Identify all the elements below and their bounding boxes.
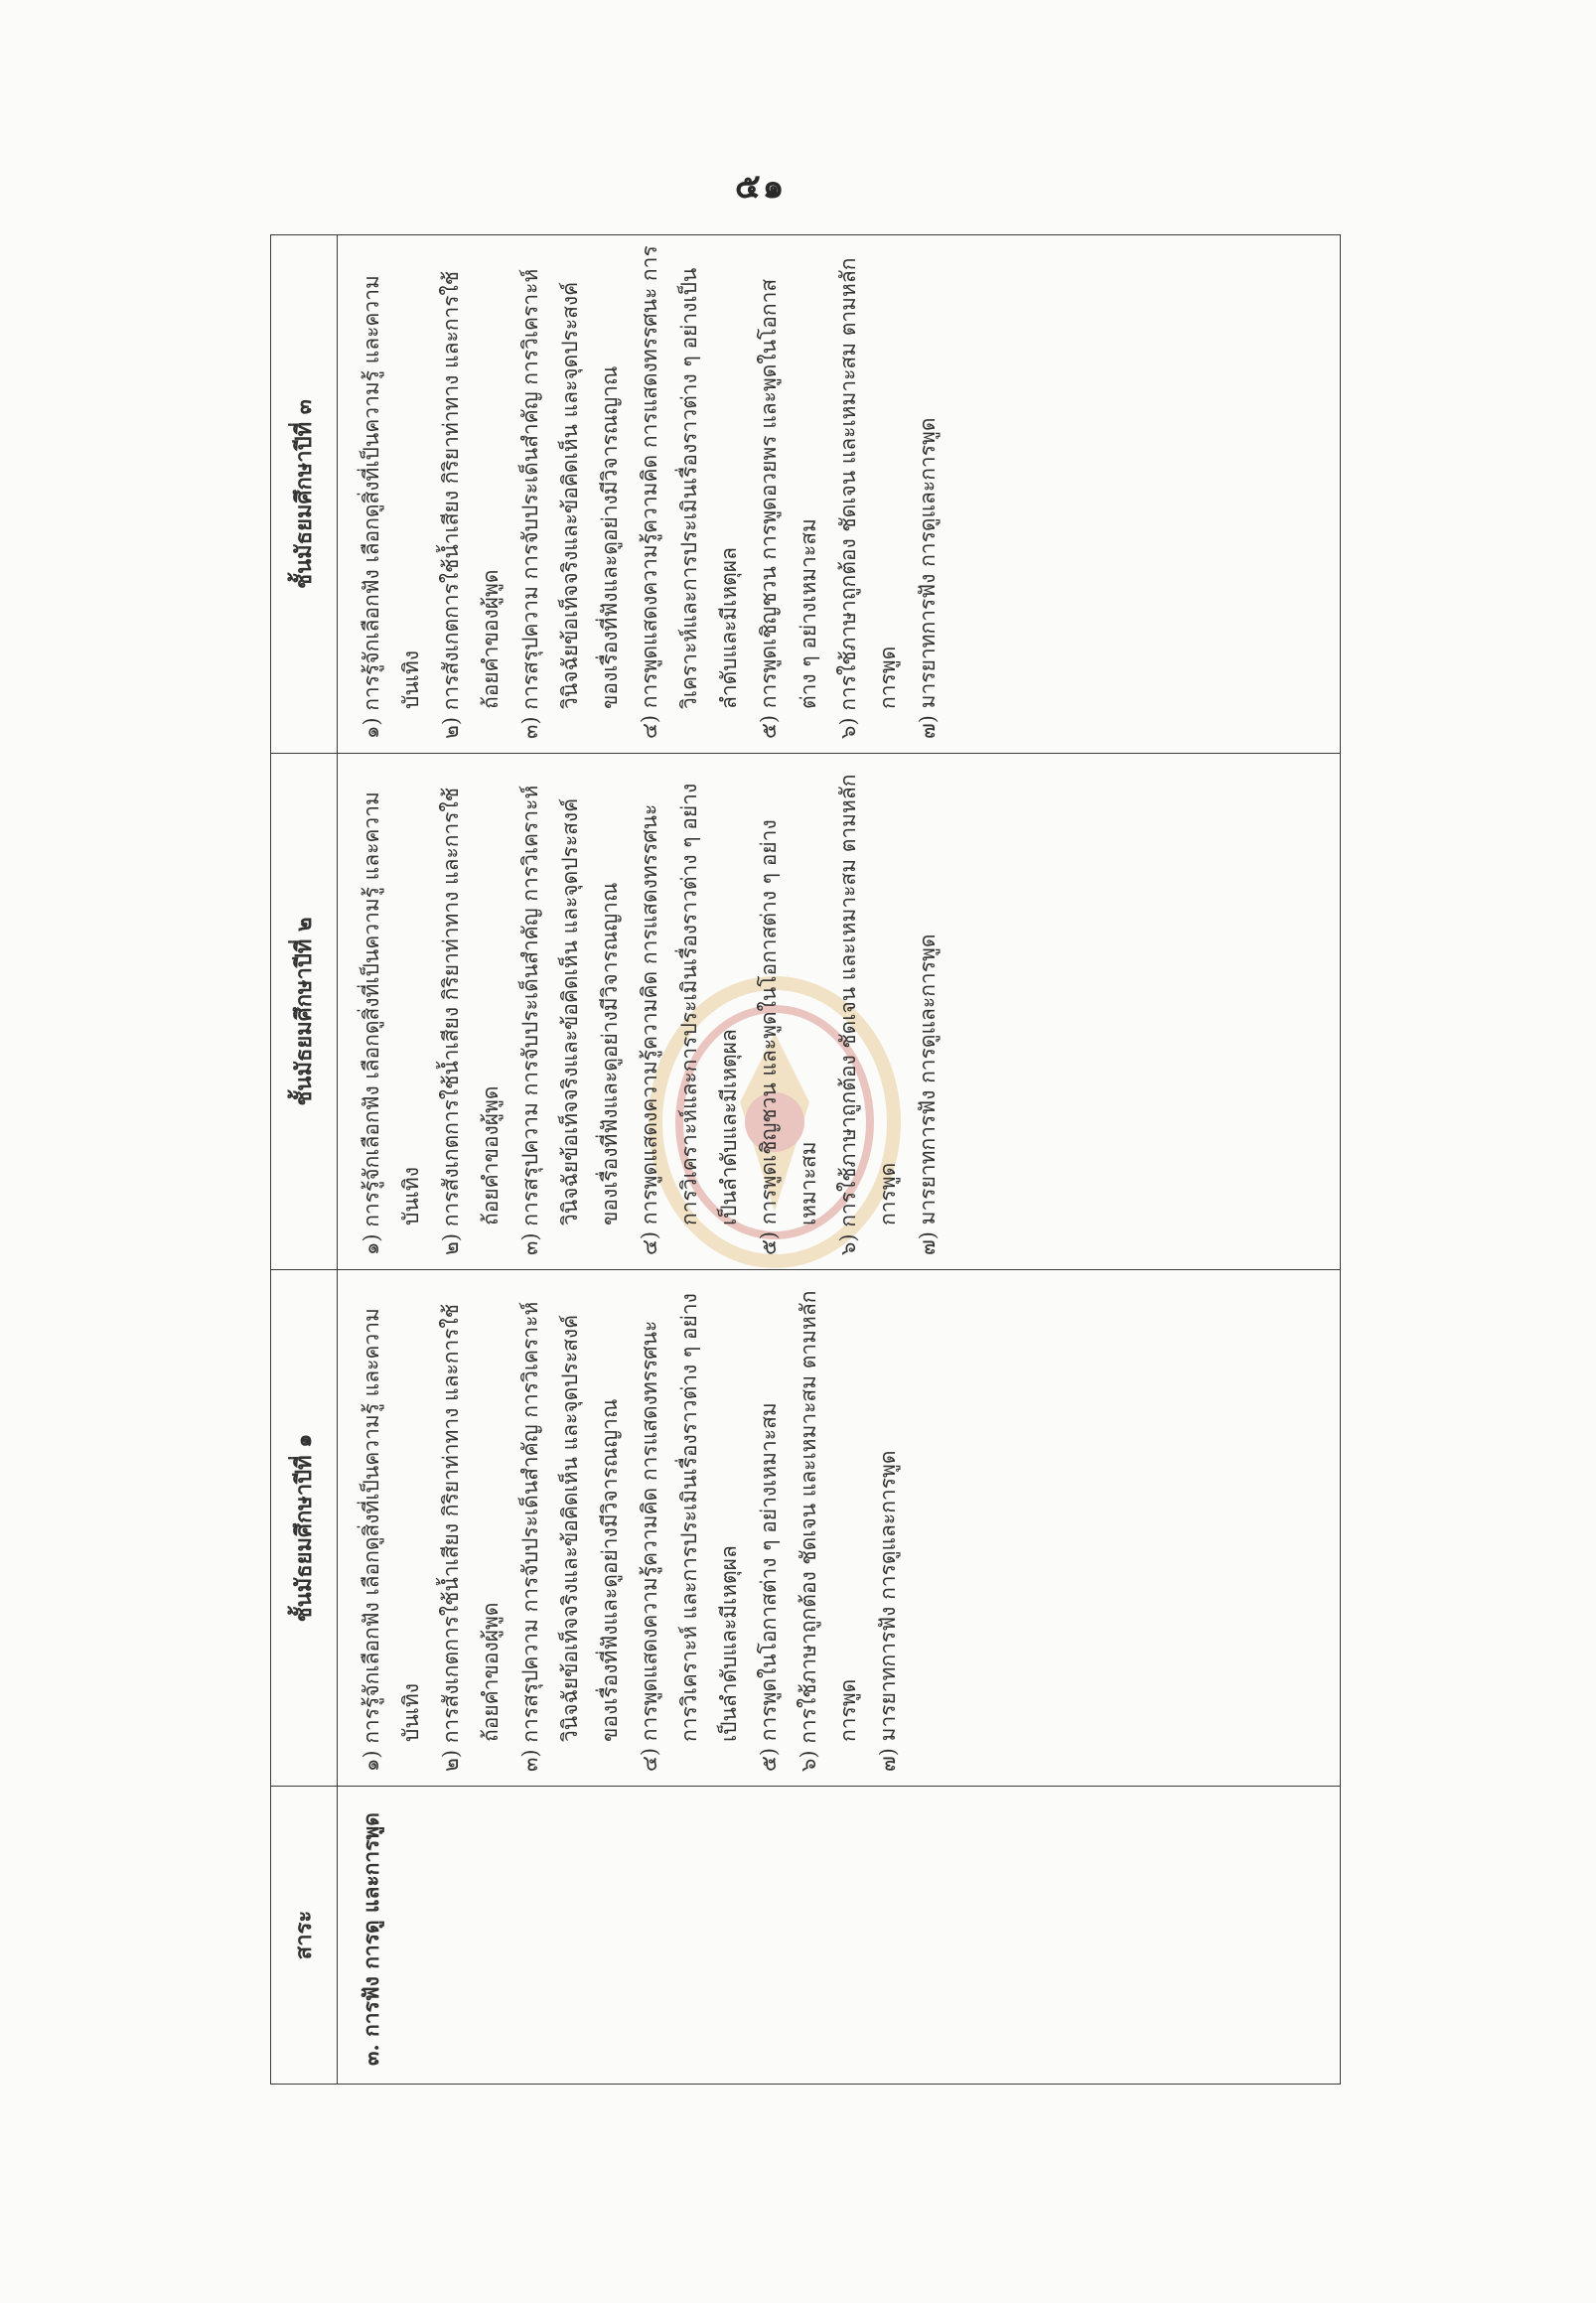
curriculum-table-container [270, 235, 1341, 2085]
list-item: ๗) มารยาทการฟัง การดูและการพูด [916, 417, 940, 739]
list-item: ๑) การรู้จักเลือกฟัง เลือกดูสิ่งที่เป็นความรู้ และความบันเทิง [360, 792, 423, 1255]
strand-cell: ๓. การฟัง การดู และการพูด [338, 1787, 1341, 2085]
list-item: ๕) การพูดในโอกาสต่าง ๆ อย่างเหมาะสม [757, 1402, 781, 1772]
table-row [338, 235, 1341, 2085]
list-item: ๖) การใช้ภาษาถูกต้อง ชัดเจน และเหมาะสม ตามหลักการพูด [836, 774, 900, 1255]
list-item: ๔) การพูดแสดงความรู้ความคิด การแสดงทรรศนะ การวิเคราะห์ และการประเมินเรื่องราวต่าง ๆ อย่างเป็นลำดับและมีเหตุผล [638, 1293, 741, 1772]
grade-1-cell [338, 1270, 1341, 1787]
page-number: ๕๑ [735, 167, 787, 207]
header-grade-2: ชั้นมัธยมศึกษาปีที่ ๒ [271, 754, 338, 1270]
list-item: ๔) การพูดแสดงความรู้ความคิด การแสดงทรรศนะ การวิเคราะห์และการประเมินเรื่องราวต่าง ๆ อย่างเป็นลำดับและมีเหตุผล [638, 783, 741, 1255]
list-item: ๓) การสรุปความ การจับประเด็นสำคัญ การวิเคราะห์ วินิจฉัยข้อเท็จจริงและข้อคิดเห็น และจุดประสงค์ของเรื่องที่ฟังและดูอย่างมีวิจารณญาณ [518, 268, 622, 739]
list-item: ๗) มารยาทการฟัง การดูและการพูด [876, 1450, 900, 1772]
list-item: ๕) การพูดเชิญชวน และพูดในโอกาสต่าง ๆ อย่างเหมาะสม [757, 819, 820, 1255]
list-item: ๒) การสังเกตการใช้น้ำเสียง กิริยาท่าทาง และการใช้ถ้อยคำของผู้พูด [439, 270, 503, 739]
list-item: ๑) การรู้จักเลือกฟัง เลือกดูสิ่งที่เป็นความรู้ และความบันเทิง [360, 275, 423, 739]
list-item: ๖) การใช้ภาษาถูกต้อง ชัดเจน และเหมาะสม ตามหลักการพูด [836, 257, 900, 739]
list-item: ๗) มารยาทการฟัง การดูและการพูด [916, 934, 940, 1255]
header-strand: สาระ [271, 1787, 338, 2085]
list-item: ๓) การสรุปความ การจับประเด็นสำคัญ การวิเคราะห์ วินิจฉัยข้อเท็จจริงและข้อคิดเห็น และจุดประสงค์ของเรื่องที่ฟังและดูอย่างมีวิจารณญาณ [518, 785, 622, 1255]
list-item: ๒) การสังเกตการใช้น้ำเสียง กิริยาท่าทาง และการใช้ถ้อยคำของผู้พูด [439, 1303, 503, 1772]
table-header-row [271, 235, 338, 2085]
list-item: ๒) การสังเกตการใช้น้ำเสียง กิริยาท่าทาง และการใช้ถ้อยคำของผู้พูด [439, 787, 503, 1255]
grade-3-cell [338, 235, 1341, 754]
list-item: ๔) การพูดแสดงความรู้ความคิด การแสดงทรรศนะ การวิเคราะห์และการประเมินเรื่องราวต่าง ๆ อย่างเป็นลำดับและมีเหตุผล [638, 245, 741, 739]
header-grade-3: ชั้นมัธยมศึกษาปีที่ ๓ [271, 235, 338, 754]
list-item: ๕) การพูดเชิญชวน การพูดอวยพร และพูดในโอกาสต่าง ๆ อย่างเหมาะสม [757, 278, 820, 739]
list-item: ๑) การรู้จักเลือกฟัง เลือกดูสิ่งที่เป็นความรู้ และความบันเทิง [360, 1308, 423, 1772]
curriculum-table [270, 234, 1341, 2085]
list-item: ๖) การใช้ภาษาถูกต้อง ชัดเจน และเหมาะสม ตามหลักการพูด [797, 1290, 860, 1772]
list-item: ๓) การสรุปความ การจับประเด็นสำคัญ การวิเคราะห์ วินิจฉัยข้อเท็จจริงและข้อคิดเห็น และจุดประสงค์ของเรื่องที่ฟังและดูอย่างมีวิจารณญาณ [518, 1301, 622, 1772]
grade-2-cell [338, 754, 1341, 1270]
header-grade-1: ชั้นมัธยมศึกษาปีที่ ๑ [271, 1270, 338, 1787]
